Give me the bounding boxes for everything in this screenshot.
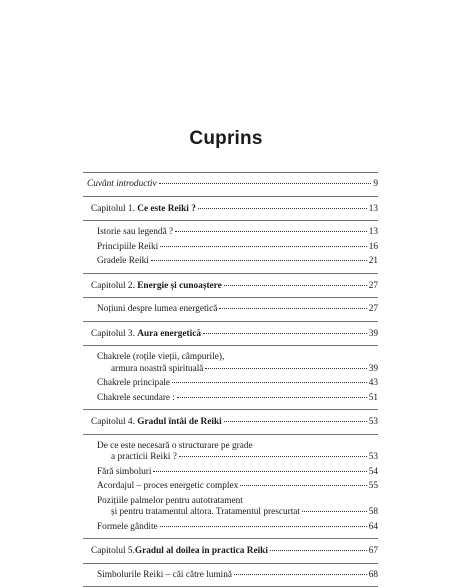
dot-leader: [177, 397, 367, 398]
entry-page: 16: [369, 242, 378, 254]
entry-page: 54: [369, 467, 378, 479]
entry-page: 53: [369, 452, 378, 464]
dot-leader: [302, 511, 367, 512]
dot-leader: [219, 308, 366, 309]
entry-label: Cuvânt introductiv: [87, 179, 157, 191]
dot-leader: [175, 231, 367, 232]
chapter-number: Capitolul 5.: [91, 546, 135, 556]
toc-intro-entry[interactable]: [83, 179, 378, 191]
toc-section-entry-line[interactable]: Pozițiile palmelor pentru autotratament: [83, 496, 378, 508]
toc-section-entry[interactable]: [83, 522, 378, 534]
dot-leader: [198, 208, 367, 209]
toc-section-entry[interactable]: [83, 364, 378, 376]
toc-section-entry[interactable]: [83, 481, 378, 493]
entry-label: Chakrele principale: [97, 378, 170, 390]
entry-page: 55: [369, 481, 378, 493]
toc-chapter-entry[interactable]: [83, 204, 378, 216]
toc-section-entry[interactable]: [83, 378, 378, 390]
entry-page: 67: [369, 546, 378, 558]
toc-section-entry-line[interactable]: De ce este necesară o structurare pe grade: [83, 441, 378, 453]
toc-section-entry[interactable]: [83, 507, 378, 519]
toc-chapter-entry[interactable]: [83, 417, 378, 429]
chapter-number: Capitolul 2.: [91, 281, 137, 291]
entry-page: 58: [369, 507, 378, 519]
dot-leader: [179, 456, 367, 457]
entry-label: Gradele Reiki: [97, 256, 149, 268]
entry-page: 53: [369, 417, 378, 429]
entry-page: 13: [369, 204, 378, 216]
entry-page: 27: [369, 281, 378, 293]
dot-leader: [159, 183, 372, 184]
chapters-list: [83, 197, 378, 587]
toc-section-entry[interactable]: [83, 242, 378, 254]
toc-section-entry-line[interactable]: Chakrele (roțile vieții, câmpurile),: [83, 352, 378, 364]
dot-leader: [224, 421, 367, 422]
entry-label: Acordajul – proces energetic complex: [97, 481, 238, 493]
table-of-contents: [83, 172, 378, 587]
entry-page: 43: [369, 378, 378, 390]
dot-leader: [203, 333, 367, 334]
toc-chapter-entry[interactable]: [83, 546, 378, 558]
chapter-title: [91, 417, 222, 429]
entry-label: Simbolurile Reiki – căi către lumină: [97, 570, 232, 582]
dot-leader: [224, 285, 367, 286]
chapter-title: [91, 204, 196, 216]
entry-page: 64: [369, 522, 378, 534]
entry-page: 9: [373, 179, 378, 191]
entry-label: și pentru tratamentul altora. Tratamentul prescurtat: [111, 507, 300, 519]
dot-leader: [153, 471, 366, 472]
entry-label: Fără simboluri: [97, 467, 151, 479]
toc-section-entry[interactable]: [83, 452, 378, 464]
entry-label: Chakrele secundare :: [97, 393, 175, 405]
chapter-title: [91, 546, 268, 558]
chapter-name: Gradul întâi de Reiki: [137, 417, 221, 427]
toc-chapter-entry[interactable]: [83, 329, 378, 341]
dot-leader: [240, 485, 366, 486]
entry-page: 51: [369, 393, 378, 405]
toc-section-entry[interactable]: [83, 256, 378, 268]
dot-leader: [270, 550, 367, 551]
dot-leader: [234, 574, 367, 575]
dot-leader: [172, 382, 367, 383]
chapter-number: Capitolul 1.: [91, 204, 137, 214]
toc-section-entry[interactable]: [83, 304, 378, 316]
entry-label: Principiile Reiki: [97, 242, 158, 254]
chapter-number: Capitolul 3.: [91, 329, 137, 339]
toc-section-entry[interactable]: [83, 570, 378, 582]
chapter-title: [91, 329, 201, 341]
entry-label: Istorie sau legendă ?: [97, 227, 173, 239]
toc-chapter-entry[interactable]: [83, 281, 378, 293]
entry-page: 39: [369, 364, 378, 376]
entry-page: 27: [369, 304, 378, 316]
dot-leader: [160, 246, 367, 247]
entry-page: 68: [369, 570, 378, 582]
dot-leader: [160, 526, 367, 527]
entry-label: Noțiuni despre lumea energetică: [97, 304, 217, 316]
toc-section-entry[interactable]: [83, 467, 378, 479]
entry-page: 13: [369, 227, 378, 239]
dot-leader: [151, 260, 367, 261]
entry-label: Formele gândite: [97, 522, 158, 534]
toc-section-entry[interactable]: [83, 227, 378, 239]
chapter-number: Capitolul 4.: [91, 417, 137, 427]
entry-page: 39: [369, 329, 378, 341]
chapter-title: [91, 281, 222, 293]
chapter-name: Gradul al doilea în practica Reiki: [135, 546, 268, 556]
page-title: Cuprins: [0, 128, 452, 150]
entry-label: a practicii Reiki ?: [111, 452, 177, 464]
chapter-name: Energie și cunoaștere: [137, 281, 222, 291]
chapter-name: Aura energetică: [137, 329, 201, 339]
entry-page: 21: [369, 256, 378, 268]
chapter-name: Ce este Reiki ?: [137, 204, 196, 214]
dot-leader: [205, 368, 366, 369]
toc-section-entry[interactable]: [83, 393, 378, 405]
entry-label: armura noastră spirituală: [111, 364, 203, 376]
